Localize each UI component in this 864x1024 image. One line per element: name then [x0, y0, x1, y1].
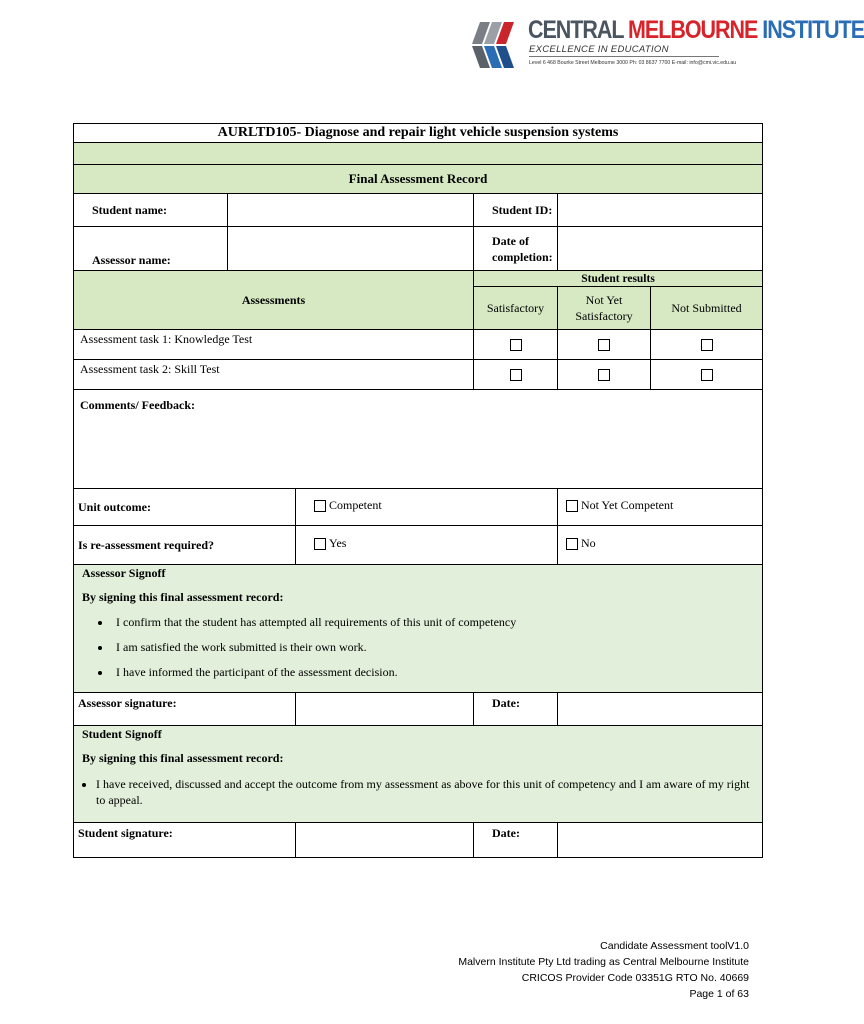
- assessor-signature-field[interactable]: [296, 693, 474, 726]
- student-id-field[interactable]: [558, 194, 763, 227]
- assessor-bullet: • I confirm that the student has attempted all requirements of this unit of competency: [112, 615, 754, 629]
- task-2-satisfactory-checkbox[interactable]: [510, 369, 522, 381]
- assessor-name-label: Assessor name:: [74, 227, 228, 271]
- date-of-completion-field[interactable]: [558, 227, 763, 271]
- assessor-date-label: Date:: [474, 693, 558, 726]
- reassessment-label: Is re-assessment required?: [74, 526, 296, 565]
- task-2-not-submitted-checkbox[interactable]: [701, 369, 713, 381]
- student-date-field[interactable]: [558, 823, 763, 858]
- student-signature-label: Student signature:: [74, 823, 296, 858]
- logo-divider: [529, 56, 719, 57]
- institute-logo: [472, 14, 864, 72]
- logo-title: CENTRAL MELBOURNE INSTITUTE: [528, 16, 864, 44]
- assessor-bullet: • I am satisfied the work submitted is their own work.: [112, 640, 754, 654]
- footer-tool-version: Candidate Assessment toolV1.0: [600, 940, 749, 952]
- assessor-signature-label: Assessor signature:: [74, 693, 296, 726]
- student-signoff-section: [74, 726, 763, 823]
- comments-feedback-area[interactable]: [74, 390, 763, 489]
- final-assessment-record-table: [73, 123, 763, 858]
- comments-feedback-label: Comments/ Feedback:: [80, 398, 195, 412]
- record-title: Final Assessment Record: [74, 165, 763, 194]
- col-not-submitted: Not Submitted: [651, 287, 763, 330]
- assessments-header: Assessments: [74, 271, 474, 330]
- task-1-satisfactory-checkbox[interactable]: [510, 339, 522, 351]
- student-date-label: Date:: [474, 823, 558, 858]
- student-signoff-title: Student Signoff: [82, 727, 162, 741]
- student-bullet: • I have received, discussed and accept the outcome from my assessment as above for this unit of competency and I am aware of my right to appeal.: [96, 776, 754, 808]
- spacer-row: [74, 143, 763, 165]
- not-yet-competent-checkbox[interactable]: [566, 500, 578, 512]
- student-signing-statement: By signing this final assessment record:: [82, 751, 284, 765]
- assessor-name-field[interactable]: [228, 227, 474, 271]
- student-signature-field[interactable]: [296, 823, 474, 858]
- reassessment-yes-checkbox[interactable]: [314, 538, 326, 550]
- assessor-bullet: • I have informed the participant of the assessment decision.: [112, 665, 754, 679]
- col-satisfactory: Satisfactory: [474, 287, 558, 330]
- footer-company: Malvern Institute Pty Ltd trading as Central Melbourne Institute: [458, 956, 749, 968]
- assessor-signing-statement: By signing this final assessment record:: [82, 590, 284, 604]
- task-1-not-submitted-checkbox[interactable]: [701, 339, 713, 351]
- reassessment-no-checkbox[interactable]: [566, 538, 578, 550]
- student-name-field[interactable]: [228, 194, 474, 227]
- task-2-label: Assessment task 2: Skill Test: [74, 360, 474, 390]
- footer-cricos: CRICOS Provider Code 03351G RTO No. 40669: [521, 972, 749, 984]
- col-not-yet-satisfactory: Not Yet Satisfactory: [558, 287, 651, 330]
- not-yet-competent-label: Not Yet Competent: [581, 498, 674, 513]
- logo-tagline: EXCELLENCE IN EDUCATION: [529, 44, 669, 55]
- competent-checkbox[interactable]: [314, 500, 326, 512]
- page-number: Page 1 of 63: [689, 988, 749, 1000]
- unit-title: AURLTD105- Diagnose and repair light vehicle suspension systems: [74, 124, 763, 143]
- task-1-not-yet-satisfactory-checkbox[interactable]: [598, 339, 610, 351]
- assessor-signoff-title: Assessor Signoff: [82, 566, 166, 580]
- logo-mark-icon: [472, 18, 524, 68]
- student-results-header: Student results: [474, 271, 763, 287]
- page-footer: [458, 938, 749, 1002]
- reassessment-no-label: No: [581, 536, 596, 551]
- date-of-completion-label: Date of completion:: [474, 227, 558, 271]
- task-1-label: Assessment task 1: Knowledge Test: [74, 330, 474, 360]
- unit-outcome-label: Unit outcome:: [74, 489, 296, 526]
- reassessment-yes-label: Yes: [329, 536, 347, 551]
- student-name-label: Student name:: [74, 194, 228, 227]
- assessor-signoff-section: [74, 565, 763, 693]
- logo-address: Level 6 468 Bourke Street Melbourne 3000 Ph: 03 8637 7700 E-mail: info@cmi.vic.edu.au: [529, 60, 737, 66]
- task-2-not-yet-satisfactory-checkbox[interactable]: [598, 369, 610, 381]
- student-id-label: Student ID:: [474, 194, 558, 227]
- competent-label: Competent: [329, 498, 382, 513]
- assessor-date-field[interactable]: [558, 693, 763, 726]
